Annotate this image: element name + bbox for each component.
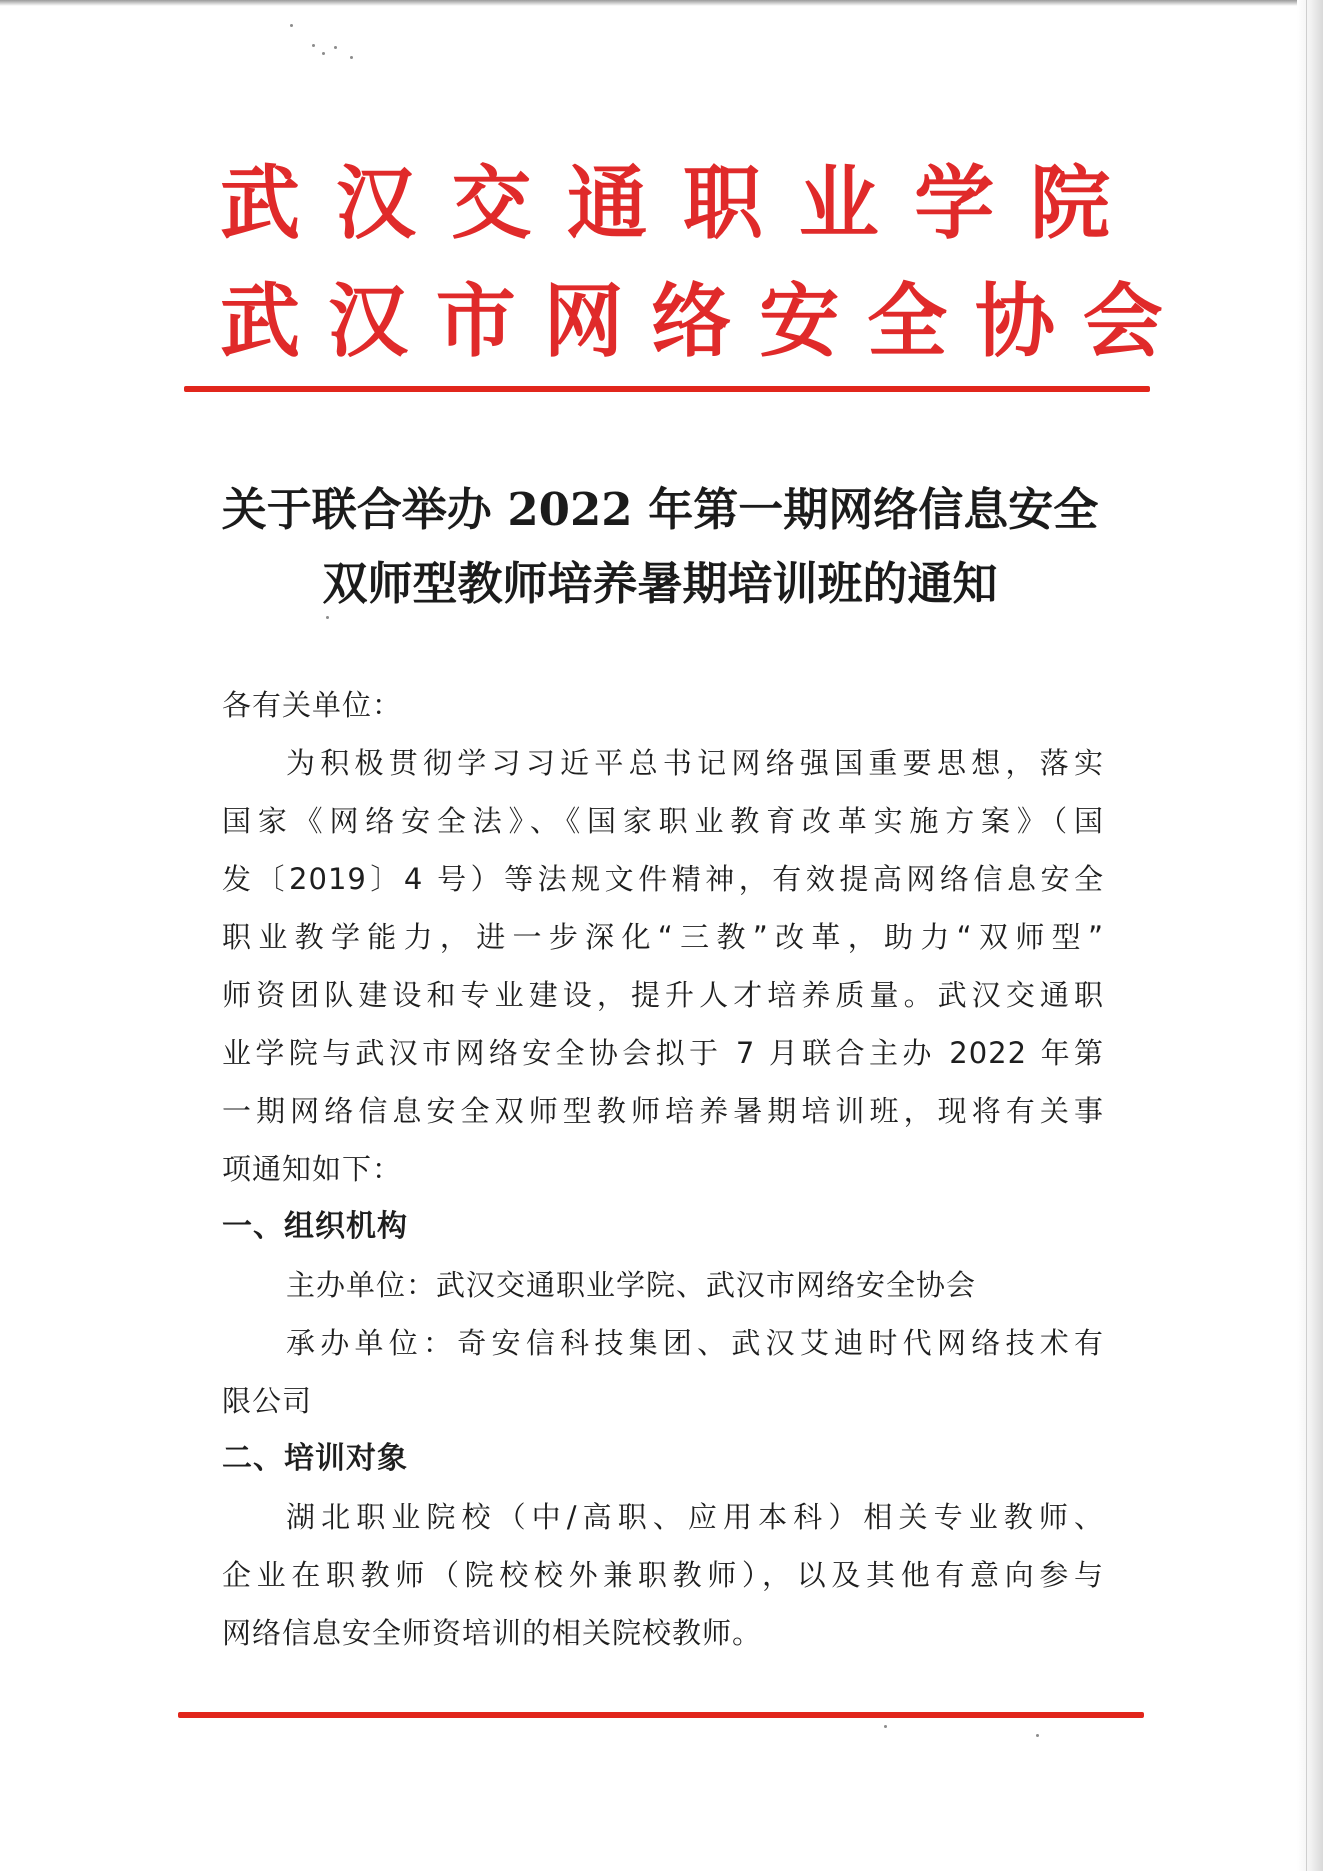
- audience-line: 企业在职教师（院校校外兼职教师），以及其他有意向参与: [222, 1558, 1104, 1592]
- section-heading-audience: 二、培训对象: [222, 1441, 408, 1476]
- scan-speck: [322, 52, 325, 55]
- scan-speck: [884, 1725, 887, 1728]
- letterhead-line-2: 武 汉 市 网 络 安 全 协 会: [220, 275, 1163, 368]
- document-body: [222, 676, 1104, 1662]
- salutation: 各有关单位：: [222, 688, 403, 722]
- audience-line: 湖北职业院校（中/高职、应用本科）相关专业教师、: [286, 1500, 1104, 1534]
- letterhead-line-1: 武 汉 交 通 职 业 学 院: [220, 157, 1110, 250]
- scan-right-edge: [1297, 0, 1323, 1871]
- scan-speck: [350, 56, 353, 59]
- intro-line: 师资团队建设和专业建设，提升人才培养质量。武汉交通职: [222, 978, 1104, 1012]
- section-heading-organization: 一、组织机构: [222, 1209, 408, 1244]
- document-title-line-2: 双师型教师培养暑期培训班的通知: [322, 557, 998, 610]
- host-units: 主办单位：武汉交通职业学院、武汉市网络安全协会: [286, 1268, 977, 1302]
- scan-speck: [312, 44, 315, 47]
- intro-line: 国家《网络安全法》、《国家职业教育改革实施方案》（国: [222, 804, 1104, 838]
- intro-line: 项通知如下：: [222, 1152, 403, 1186]
- organizer-units-line-2: 限公司: [222, 1384, 313, 1418]
- intro-line: 发〔2019〕4 号）等法规文件精神，有效提高网络信息安全: [222, 862, 1104, 896]
- intro-line: 职业教学能力，进一步深化“三教”改革，助力“双师型”: [222, 920, 1104, 954]
- footer-red-rule: [178, 1712, 1144, 1718]
- scan-speck: [334, 46, 337, 49]
- letterhead-red-rule: [184, 386, 1150, 392]
- scan-speck: [1036, 1734, 1039, 1737]
- scan-speck: [326, 616, 329, 619]
- intro-line: 一期网络信息安全双师型教师培养暑期培训班，现将有关事: [222, 1094, 1104, 1128]
- document-title-line-1: 关于联合举办 2022 年第一期网络信息安全: [221, 483, 1099, 536]
- scan-right-edge-line: [1306, 0, 1307, 1871]
- intro-line: 业学院与武汉市网络安全协会拟于 7 月联合主办 2022 年第: [222, 1036, 1104, 1070]
- organizer-units-line-1: 承办单位：奇安信科技集团、武汉艾迪时代网络技术有: [286, 1326, 1104, 1360]
- scan-speck: [290, 24, 293, 27]
- intro-line: 为积极贯彻学习习近平总书记网络强国重要思想，落实: [286, 746, 1104, 780]
- audience-line: 网络信息安全师资培训的相关院校教师。: [222, 1616, 763, 1650]
- scan-top-edge: [0, 0, 1323, 6]
